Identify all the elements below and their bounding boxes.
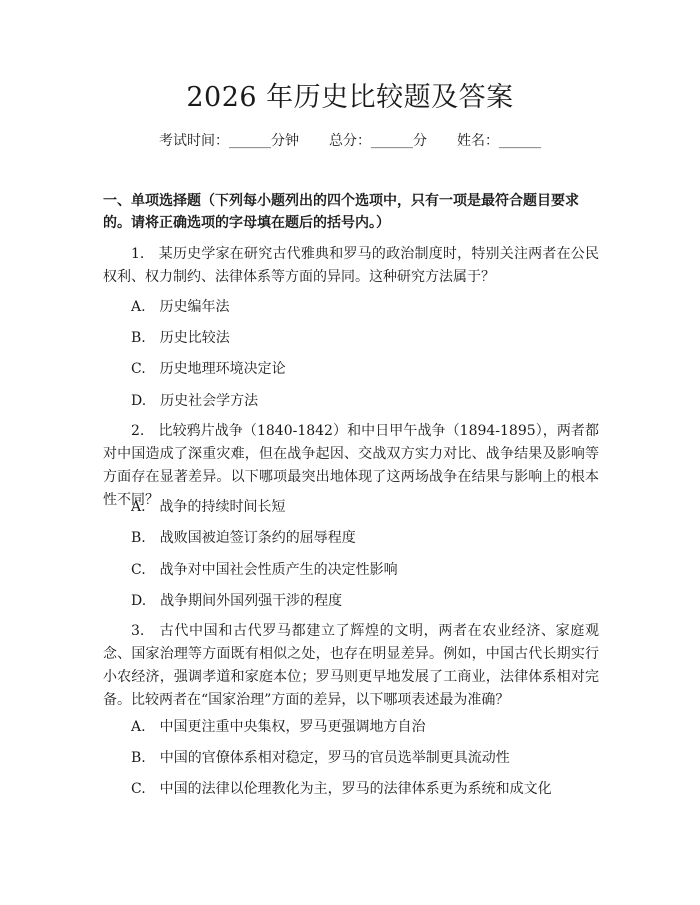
exam-time-field: 考试时间：______分钟 <box>159 133 299 149</box>
total-score-field: 总分：______分 <box>329 133 427 149</box>
student-name-field: 姓名：______ <box>457 133 541 149</box>
question-3-option-c: C. 中国的法律以伦理教化为主，罗马的法律体系更为系统和成文化 <box>131 781 552 797</box>
question-2-option-c: C. 战争对中国社会性质产生的决定性影响 <box>131 562 398 578</box>
exam-info-line <box>0 130 700 152</box>
question-3-option-a: A. 中国更注重中央集权，罗马更强调地方自治 <box>131 719 426 735</box>
question-2-option-b: B. 战败国被迫签订条约的屈辱程度 <box>131 530 356 546</box>
question-1-stem: 1. 某历史学家在研究古代雅典和罗马的政治制度时，特别关注两者在公民权利、权力制约、法律体系等方面的异同。这种研究方法属于？ <box>103 246 599 285</box>
question-1-option-c: C. 历史地理环境决定论 <box>131 361 286 377</box>
question-1-option-d: D. 历史社会学方法 <box>131 393 259 409</box>
question-1-option-b: B. 历史比较法 <box>131 330 230 346</box>
question-2-stem: 2. 比较鸦片战争（1840-1842）和中日甲午战争（1894-1895），两者都对中国造成了深重灾难，但在战争起因、交战双方实力对比、战争结果及影响等方面存在显著差异。以下哪项最突出地体现了这两场战争在结果与影响上的根本性不同？ <box>103 423 599 508</box>
question-2-option-a: A. 战争的持续时间长短 <box>131 499 286 515</box>
question-3-option-b: B. 中国的官僚体系相对稳定，罗马的官员选举制更具流动性 <box>131 750 510 766</box>
section-heading: 一、单项选择题（下列每小题列出的四个选项中，只有一项是最符合题目要求的。请将正确选项的字母填在题后的括号内。） <box>103 193 579 231</box>
document-title: 2026 年历史比较题及答案 <box>186 82 514 113</box>
question-3-stem: 3. 古代中国和古代罗马都建立了辉煌的文明，两者在农业经济、家庭观念、国家治理等方面既有相似之处，也存在明显差异。例如，中国古代长期实行小农经济，强调孝道和家庭本位；罗马则更早地发展了工商业，法律体系相对完备。比较两者在“国家治理”方面的差异，以下哪项表述最为准确？ <box>103 623 599 708</box>
question-2-option-d: D. 战争期间外国列强干涉的程度 <box>131 593 343 609</box>
question-1-option-a: A. 历史编年法 <box>131 299 230 315</box>
